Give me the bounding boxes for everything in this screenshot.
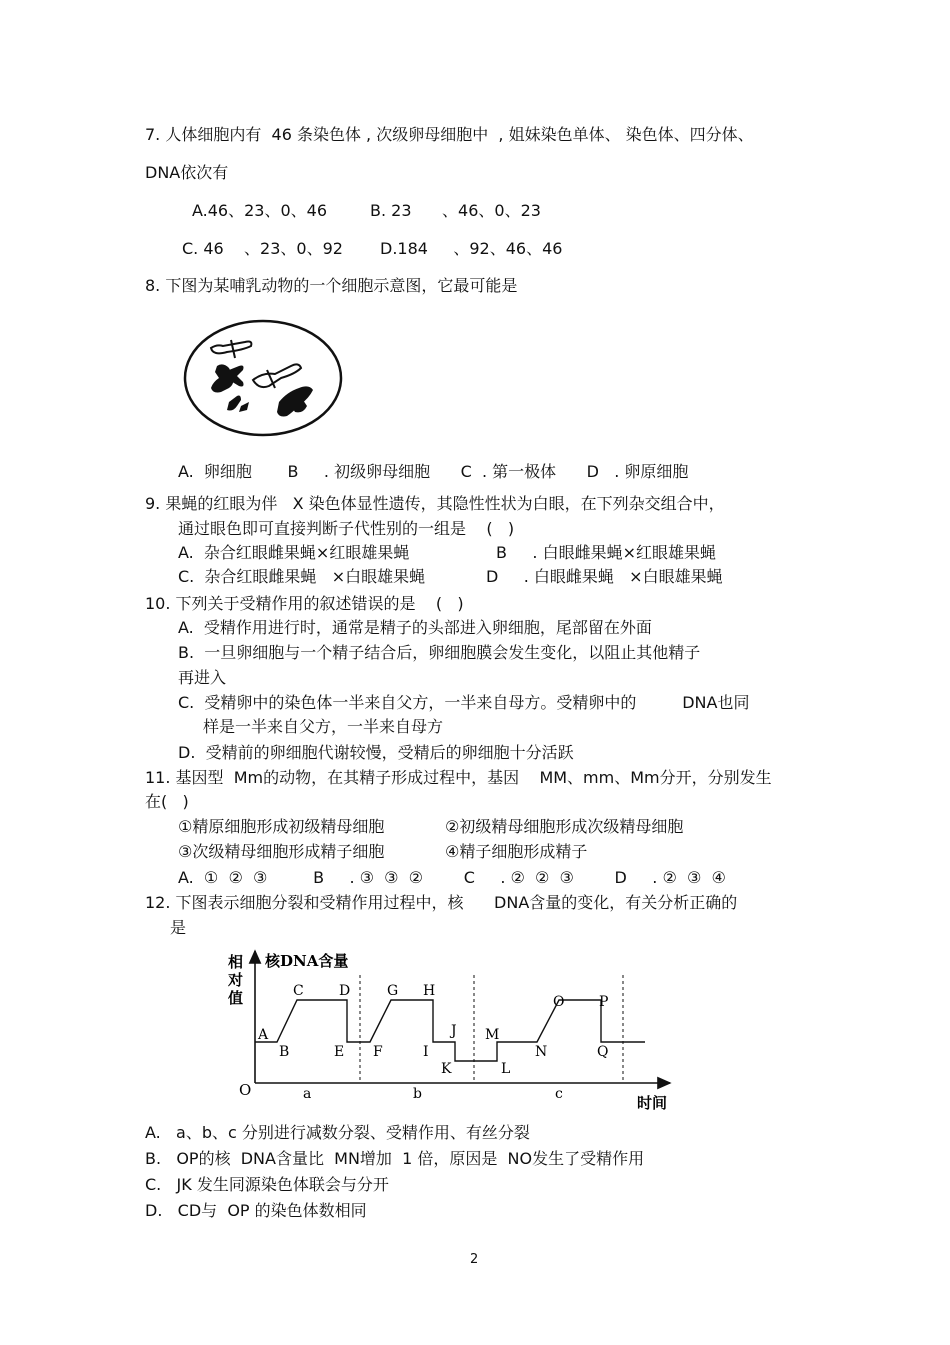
q7-option-a: A.46、23、0、46 <box>192 201 328 220</box>
q11-stem-line2: 在( ) <box>145 792 189 811</box>
q9-option-c: C. 杂合红眼雌果蝇 ×白眼雄果蝇 <box>178 567 426 586</box>
x-label: 时间 <box>637 1094 668 1112</box>
chromosome-top <box>211 340 251 358</box>
q9-option-b: B . 白眼雌果蝇×红眼雄果蝇 <box>496 543 716 562</box>
origin-label: O <box>239 1081 252 1099</box>
point-label-B: B <box>279 1044 290 1060</box>
page-number: 2 <box>470 1252 479 1267</box>
q10-stem: 10. 下列关于受精作用的叙述错误的是 ( ) <box>145 594 464 613</box>
chromosome-bottom-left <box>227 396 249 413</box>
point-label-Q: Q <box>597 1044 609 1060</box>
q8-stem: 8. 下图为某哺乳动物的一个细胞示意图，它最可能是 <box>145 276 518 295</box>
q7-option-c: C. 46 、23、0、92 <box>182 239 343 258</box>
q12-option-c: C. JK 发生同源染色体联会与分开 <box>145 1175 389 1194</box>
q10-option-b-line2: 再进入 <box>178 668 227 687</box>
q10-option-a: A. 受精作用进行时，通常是精子的头部进入卵细胞，尾部留在外面 <box>178 618 652 637</box>
q11-item-2: ②初级精母细胞形成次级精母细胞 <box>445 817 684 836</box>
q10-option-c-line2: 样是一半来自父方，一半来自母方 <box>203 717 444 736</box>
point-label-G: G <box>387 983 399 999</box>
point-label-M: M <box>485 1027 500 1043</box>
graph-title: 核DNA含量 <box>265 952 349 970</box>
q11-item-4: ④精子细胞形成精子 <box>445 842 588 861</box>
point-label-I: I <box>423 1044 429 1060</box>
point-label-O: O <box>553 994 565 1010</box>
point-label-C: C <box>293 983 304 999</box>
dna-content-graph <box>225 945 685 1115</box>
q11-item-1: ①精原细胞形成初级精母细胞 <box>178 817 385 836</box>
cell-diagram <box>183 318 348 438</box>
chromosome-bottom-right <box>277 386 313 416</box>
q12-option-d: D. CD与 OP 的染色体数相同 <box>145 1201 367 1220</box>
point-label-J: J <box>451 1023 457 1039</box>
cell-membrane <box>185 321 341 435</box>
q12-stem-line1: 12. 下图表示细胞分裂和受精作用过程中，核 DNA含量的变化，有关分析正确的 <box>145 893 738 912</box>
point-label-D: D <box>339 983 351 999</box>
dna-curve <box>255 1000 645 1061</box>
q11-item-3: ③次级精母细胞形成精子细胞 <box>178 842 385 861</box>
q12-stem-line2: 是 <box>170 918 187 937</box>
y-label-3: 值 <box>228 989 244 1007</box>
q10-option-d: D. 受精前的卵细胞代谢较慢，受精后的卵细胞十分活跃 <box>178 743 574 762</box>
y-label-2: 对 <box>228 971 244 989</box>
q9-option-d: D . 白眼雌果蝇 ×白眼雄果蝇 <box>486 567 723 586</box>
segment-label-b: b <box>413 1086 422 1102</box>
q10-option-b-line1: B. 一旦卵细胞与一个精子结合后，卵细胞膜会发生变化，以阻止其他精子 <box>178 643 701 662</box>
q8-options: A. 卵细胞 B . 初级卵母细胞 C . 第一极体 D . 卵原细胞 <box>178 462 689 481</box>
q11-options: A. ① ② ③ B . ③ ③ ② C . ② ② ③ D . ② ③ ④ <box>178 868 726 887</box>
q12-option-b: B. OP的核 DNA含量比 MN增加 1 倍，原因是 NO发生了受精作用 <box>145 1149 645 1168</box>
q7-stem-line2: DNA依次有 <box>145 163 229 182</box>
q7-stem-line1: 7. 人体细胞内有 46 条染色体 , 次级卵母细胞中 , 姐妹染色单体、 染色体、四分体、 <box>145 125 754 144</box>
point-label-K: K <box>441 1061 452 1077</box>
point-label-F: F <box>373 1044 383 1060</box>
q9-stem-line1: 9. 果蝇的红眼为伴 X 染色体显性遗传，其隐性性状为白眼，在下列杂交组合中， <box>145 494 725 513</box>
segment-label-a: a <box>303 1086 312 1102</box>
segment-label-c: c <box>555 1086 563 1102</box>
chromosome-center <box>253 364 301 388</box>
q7-option-b: B. 23 、46、0、23 <box>370 201 541 220</box>
q7-option-d: D.184 、92、46、46 <box>380 239 563 258</box>
q12-option-a: A. a、b、c 分别进行减数分裂、受精作用、有丝分裂 <box>145 1123 530 1142</box>
q9-stem-line2: 通过眼色即可直接判断子代性别的一组是 ( ) <box>178 519 515 538</box>
point-label-H: H <box>423 983 436 999</box>
q11-stem-line1: 11. 基因型 Mm的动物，在其精子形成过程中，基因 MM、mm、Mm分开，分别发生 <box>145 768 772 787</box>
chromosome-left <box>211 364 244 392</box>
point-label-A: A <box>258 1027 269 1043</box>
y-label-1: 相 <box>228 953 244 971</box>
point-label-P: P <box>599 994 609 1010</box>
q9-option-a: A. 杂合红眼雌果蝇×红眼雄果蝇 <box>178 543 410 562</box>
point-label-E: E <box>334 1044 345 1060</box>
point-label-L: L <box>501 1061 511 1077</box>
q10-option-c-line1: C. 受精卵中的染色体一半来自父方，一半来自母方。受精卵中的 DNA也同 <box>178 693 750 712</box>
point-label-N: N <box>535 1044 548 1060</box>
